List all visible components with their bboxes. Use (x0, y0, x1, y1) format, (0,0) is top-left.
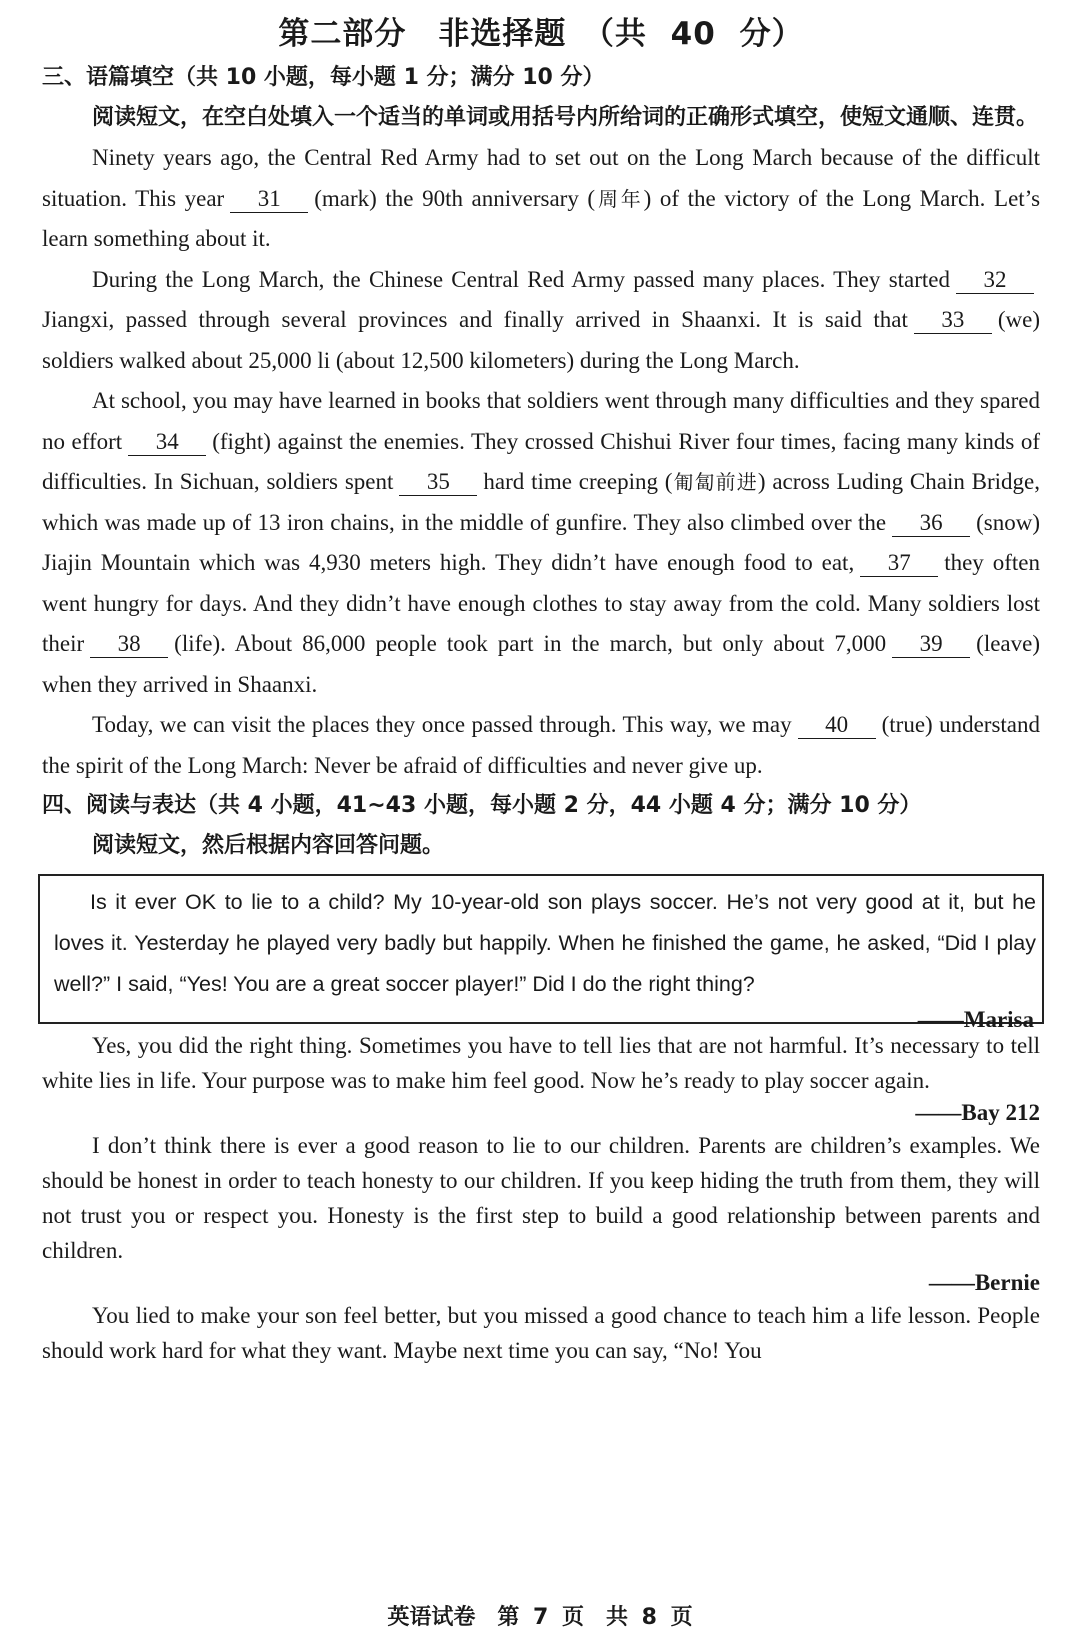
blank-32: 32 (956, 267, 1034, 294)
passage-paragraph-1: Ninety years ago, the Central Red Army had to set out on the Long March because of the difficult situation. This year 31 (mark) the 90th anniversary (周年) of the victory of the Long March. Let’s learn something about it. (42, 145, 1041, 251)
blank-36: 36 (892, 510, 970, 537)
blank-37: 37 (860, 550, 938, 577)
question-letter-box (38, 874, 1044, 1032)
blank-39: 39 (892, 631, 970, 658)
section-3-heading: 三、语篇填空（共 10 小题，每小题 1 分；满分 10 分） (42, 65, 605, 90)
part-title: 第二部分 非选择题 （共 40 分） (278, 16, 804, 52)
page-footer: 英语试卷 第 7 页 共 8 页 (387, 1605, 693, 1630)
blank-38: 38 (90, 631, 168, 658)
blank-34: 34 (128, 429, 206, 456)
section-4-instruction: 阅读短文，然后根据内容回答问题。 (92, 833, 445, 858)
passage-paragraph-4: Today, we can visit the places they once passed through. This way, we may 40 (true) understand the spirit of the Long March: Never be afraid of difficulties and never give up. (42, 712, 1041, 778)
passage-paragraph-2: During the Long March, the Chinese Central Red Army passed many places. They started 32Jiangxi, passed through several provinces and finally arrived in Shaanxi. It is said that 33 (we) soldiers walked about 25,000 li (about 12,500 kilometers) during the Long March. (42, 266, 1040, 373)
blank-40: 40 (798, 712, 876, 739)
reply-3-text: You lied to make your son feel better, but you missed a good chance to teach him a life lesson. People should work hard for what they want. Maybe next time you can say, “No! You (42, 1303, 1040, 1363)
letter-signature: ——Marisa (917, 1007, 1034, 1032)
section-4-heading: 四、阅读与表达（共 4 小题，41~43 小题，每小题 2 分，44 小题 4 分；满分 10 分） (42, 793, 922, 818)
passage-paragraph-3: At school, you may have learned in books that soldiers went through many difficulties and they spared no effort 34 (fight) against the enemies. They crossed Chishui River four times, facing many kinds of difficulties. In Sichuan, soldiers spent 35 hard time creeping (匍匐前进) across Luding Chain Bridge, which was made up of 13 iron chains, in the middle of gunfire. They also climbed over the 36 (snow) Jiajin Mountain which was 4,930 meters high. They didn’t have enough food to eat, 37 they often went hungry for days. And they didn’t have enough clothes to stay away from the cold. Many soldiers lost their 38 (life). About 86,000 people took part in the march, but only about 7,000 39 (leave) when they arrived in Shaanxi. (42, 388, 1041, 697)
reply-1-text: Yes, you did the right thing. Sometimes you have to tell lies that are not harmful. It’s necessary to tell white lies in life. Your purpose was to make him feel good. Now he’s ready to play soccer again. (42, 1033, 1040, 1093)
reply-2-text: I don’t think there is ever a good reason to lie to our children. Parents are children’s examples. We should be honest in order to teach honesty to our children. If you keep hiding the truth from them, they will not trust you or respect you. Honesty is the first step to build a good relationship between parents and children. (42, 1133, 1040, 1263)
letter-text: Is it ever OK to lie to a child? My 10-year-old son plays soccer. He’s not very good at it, but he loves it. Yesterday he played very badly but happily. When he finished the game, he asked, “Did I play well?” I said, “Yes! You are a great soccer player!” Did I do the right thing? (54, 890, 1036, 996)
blank-35: 35 (399, 469, 477, 496)
blank-31: 31 (230, 186, 308, 213)
section-3-instruction: 阅读短文，在空白处填入一个适当的单词或用括号内所给词的正确形式填空，使短文通顺、连贯。 (92, 105, 1039, 130)
reply-2-signature: ——Bernie (928, 1270, 1040, 1295)
blank-33: 33 (914, 307, 992, 334)
reply-1-signature: ——Bay 212 (915, 1100, 1040, 1125)
